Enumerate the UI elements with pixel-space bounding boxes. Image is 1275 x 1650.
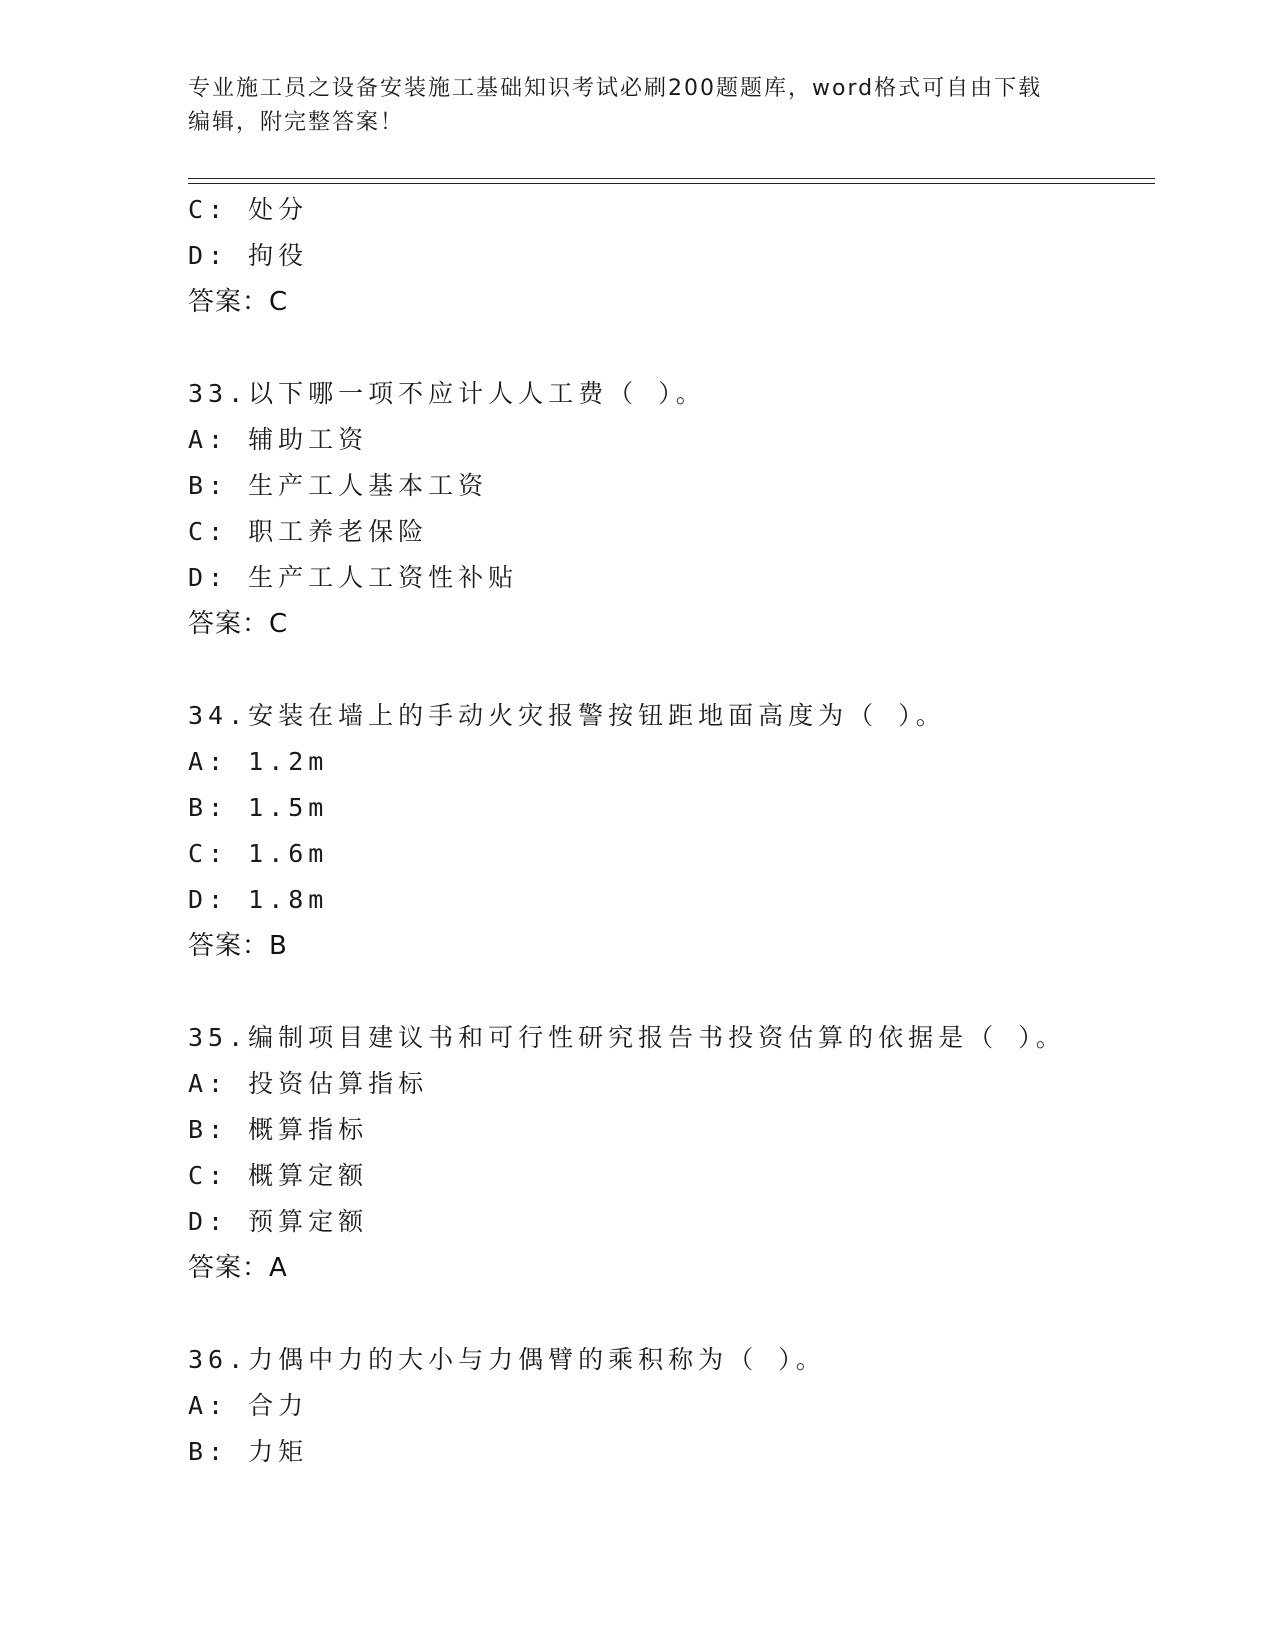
question-stem: 34.安装在墙上的手动火灾报警按钮距地面高度为（ ）。 xyxy=(188,701,946,730)
option-b: B: 概算指标 xyxy=(188,1115,369,1144)
option-d: D: 预算定额 xyxy=(188,1207,369,1236)
question-block-35 xyxy=(188,1015,1155,1291)
question-stem: 36.力偶中力的大小与力偶臂的乘积称为（ ）。 xyxy=(188,1345,826,1374)
option-a: A: 1.2m xyxy=(188,747,329,776)
spacer xyxy=(188,325,1155,371)
option-c: C: 职工养老保险 xyxy=(188,517,429,546)
option-a: A: 投资估算指标 xyxy=(188,1069,429,1098)
spacer xyxy=(188,647,1155,693)
answer-line: 答案：A xyxy=(188,1253,288,1283)
header-title-line-2: 编辑，附完整答案！ xyxy=(188,110,405,135)
spacer xyxy=(188,969,1155,1015)
option-b: B: 1.5m xyxy=(188,793,329,822)
option-c: C: 概算定额 xyxy=(188,1161,369,1190)
option-a: A: 合力 xyxy=(188,1391,309,1420)
option-d: D: 1.8m xyxy=(188,885,329,914)
question-stem: 35.编制项目建议书和可行性研究报告书投资估算的依据是（ ）。 xyxy=(188,1023,1066,1052)
page-header xyxy=(188,72,1088,140)
header-title-line-1: 专业施工员之设备安装施工基础知识考试必刷200题题库，word格式可自由下载 xyxy=(188,76,1043,101)
answer-line: 答案：B xyxy=(188,931,288,961)
header-divider-bottom xyxy=(188,183,1155,184)
header-divider-top xyxy=(188,178,1155,179)
option-c: C: 处分 xyxy=(188,195,309,224)
answer-line: 答案：C xyxy=(188,609,289,639)
question-stem: 33.以下哪一项不应计人人工费（ ）。 xyxy=(188,379,706,408)
question-list xyxy=(188,187,1155,1475)
question-block-36 xyxy=(188,1337,1155,1475)
spacer xyxy=(188,1291,1155,1337)
option-a: A: 辅助工资 xyxy=(188,425,369,454)
question-block-32 xyxy=(188,187,1155,325)
option-b: B: 力矩 xyxy=(188,1437,309,1466)
option-c: C: 1.6m xyxy=(188,839,329,868)
option-d: D: 拘役 xyxy=(188,241,309,270)
option-b: B: 生产工人基本工资 xyxy=(188,471,489,500)
question-block-34 xyxy=(188,693,1155,969)
option-d: D: 生产工人工资性补贴 xyxy=(188,563,519,592)
answer-line: 答案：C xyxy=(188,287,289,317)
question-block-33 xyxy=(188,371,1155,647)
